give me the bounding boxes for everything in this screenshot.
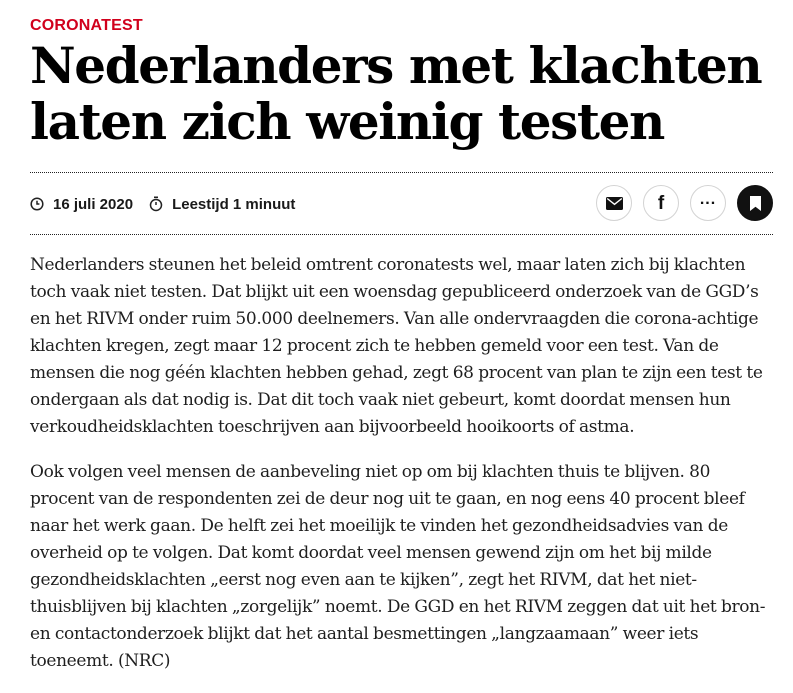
share-facebook-button[interactable] [643,185,679,221]
reading-time: Leestijd 1 minuut [172,195,296,213]
clock-icon [30,197,44,211]
more-dots-icon: ... [699,191,717,208]
publish-date: 16 juli 2020 [53,195,134,213]
article-actions [585,185,773,221]
facebook-icon: f [657,192,665,214]
stopwatch-icon [149,196,163,212]
article-paragraph: Ook volgen veel mensen de aanbeveling niet op om bij klachten thuis te blijven. 80 procent van de respondenten zei de deur nog uit te gaan, en nog eens 40 procent bleef naar het werk gaan. De helft zei het moeilijk te vinden het gezondheidsadvies van de overheid op te volgen. Dat komt doordat veel mensen gewend zijn om het bij milde gezondheidsklachten „eerst nog even aan te kijken”, zegt het RIVM, dat het niet-thuisblijven bij klachten „zorgelijk” noemt. De GGD en het RIVM zeggen dat uit het bron- en contactonderzoek blijkt dat het aantal besmettingen „langzaamaan” weer iets toeneemt. (NRC) [30,462,766,671]
article-paragraph: Nederlanders steunen het beleid omtrent coronatests wel, maar laten zich bij klachten toch vaak niet testen. Dat blijkt uit een woensdag gepubliceerd onderzoek van de GGD’s en het RIVM onder ruim 50.000 deelnemers. Van alle ondervraagden die corona-achtige klachten kregen, zegt maar 12 procent zich te hebben gemeld voor een test. Van de mensen die nog géén klachten hebben gehad, zegt 68 procent van plan te zijn een test te ondergaan als dat nodig is. Dat dit toch vaak niet gebeurt, komt doordat mensen hun verkoudheidsklachten toeschrijven aan bijvoorbeeld hooikoorts of astma. [30,255,763,437]
envelope-icon [606,197,623,210]
divider-top [30,172,773,173]
more-options-button[interactable] [690,185,726,221]
article-headline: Nederlanders met klachten laten zich weinig testen [30,36,762,151]
date-meta [30,196,133,213]
divider-bottom [30,234,773,235]
article-body [30,252,773,693]
share-email-button[interactable] [596,185,632,221]
bookmark-icon [750,196,761,211]
bookmark-button[interactable] [737,185,773,221]
article-meta [30,192,311,216]
reading-time-meta [149,196,295,213]
article-kicker: CORONATEST [30,17,143,34]
